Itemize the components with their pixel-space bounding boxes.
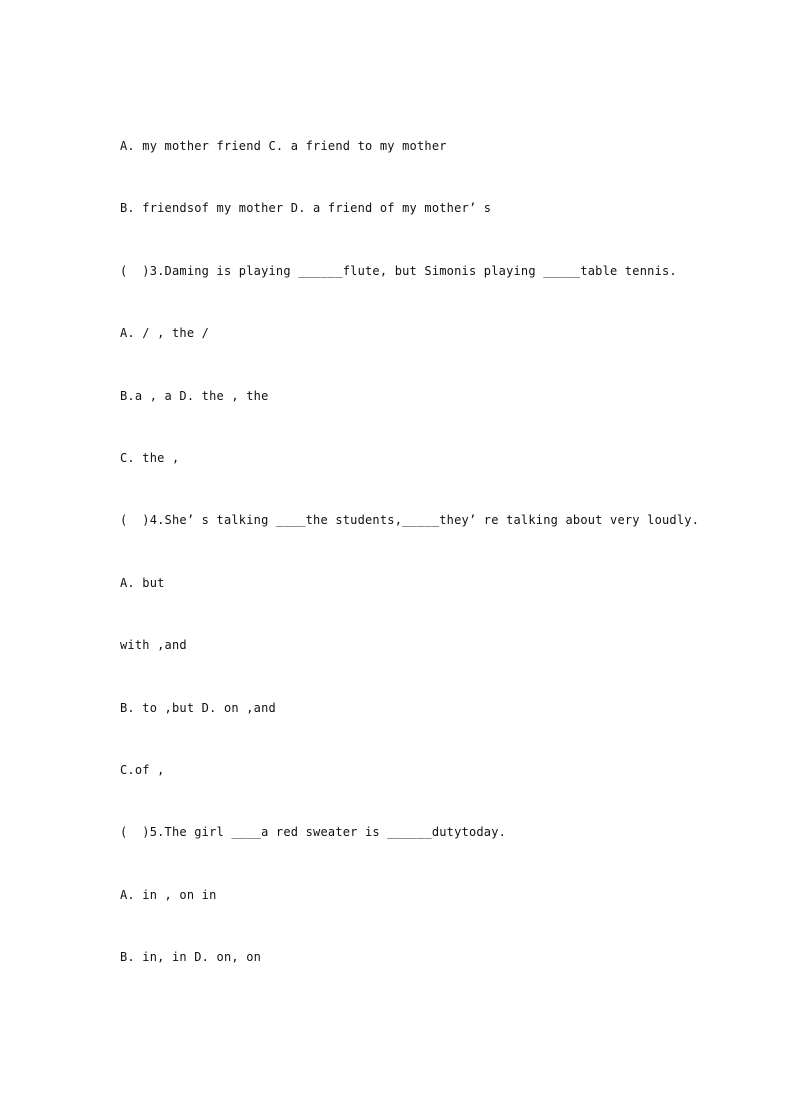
- question-3: ( )3.Daming is playing ______flute, but Simonis playing _____table tennis.: [120, 264, 677, 278]
- q4-option-a: A. but: [120, 576, 165, 590]
- q3-option-c: C. the ,: [120, 451, 180, 465]
- q5-options-b-d: B. in, in D. on, on: [120, 950, 262, 964]
- q3-option-a: A. / , the /: [120, 326, 210, 340]
- q3-options-b-d: B.a , a D. the , the: [120, 389, 269, 403]
- q4-options-b-d: B. to ,but D. on ,and: [120, 701, 276, 715]
- q4-option-c: C.of ,: [120, 763, 165, 777]
- q2-options-line-2: B. friendsof my mother D. a friend of my mother’ s: [120, 201, 492, 215]
- q2-options-line-1: A. my mother friend C. a friend to my mother: [120, 139, 447, 153]
- q5-option-a: A. in , on in: [120, 888, 217, 902]
- question-4: ( )4.She’ s talking ____the students,_____they’ re talking about very loudly.: [120, 513, 700, 527]
- question-5: ( )5.The girl ____a red sweater is ______dutytoday.: [120, 825, 507, 839]
- q4-option-a-continued: with ,and: [120, 638, 187, 652]
